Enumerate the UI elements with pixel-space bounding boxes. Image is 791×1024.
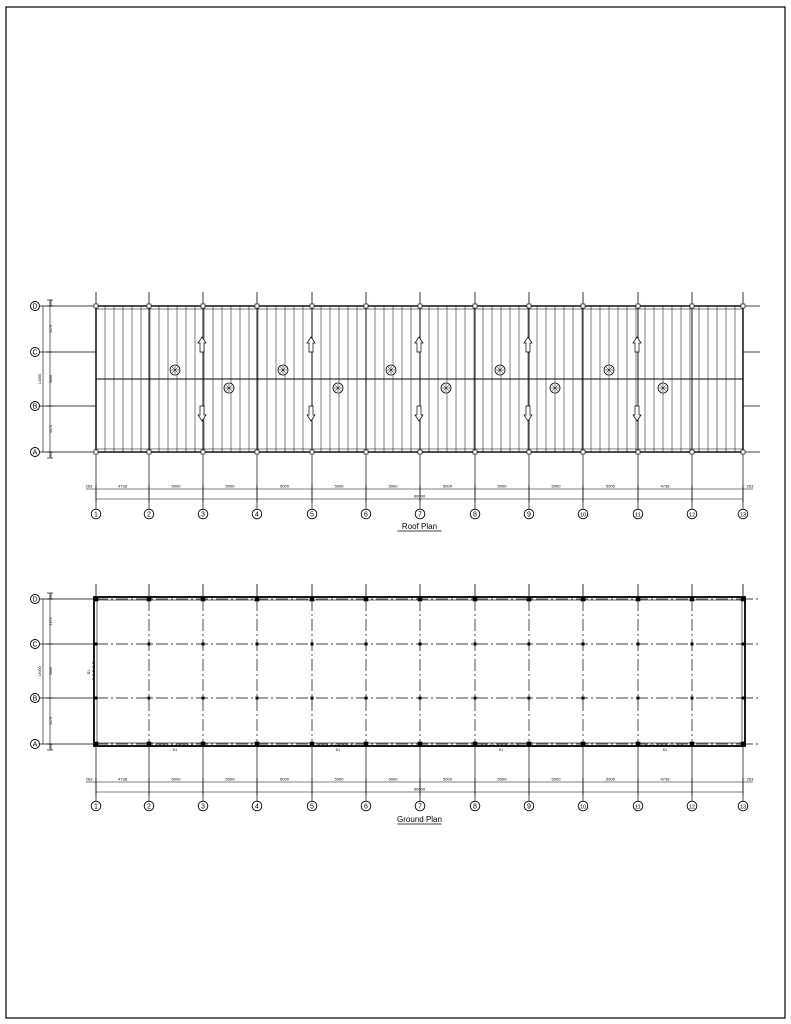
column-marker [581, 597, 585, 601]
column-marker [94, 742, 98, 746]
drainage-arrow-up-icon [415, 337, 423, 352]
column-marker [147, 742, 151, 746]
grid-bubble-col-label: 12 [688, 512, 696, 519]
vertical-dim-label: 263 [49, 300, 53, 306]
column-marker [202, 697, 205, 700]
column-marker [147, 304, 151, 308]
column-marker [691, 643, 694, 646]
column-marker [255, 742, 259, 746]
grid-bubble-col-label: 2 [147, 803, 151, 811]
grid-bubble-col-label: 12 [688, 804, 696, 811]
column-marker [310, 450, 314, 454]
grid-bubble-col-label: 3 [201, 803, 205, 811]
column-marker [418, 304, 422, 308]
drainage-arrow-down-icon [524, 406, 532, 421]
drainage-arrow-down-icon [415, 406, 423, 421]
dim-label: 5000 [171, 776, 181, 782]
vertical-dim-label: 263 [49, 452, 53, 458]
column-marker [473, 742, 477, 746]
dim-total-label: 60000 [413, 493, 426, 499]
vertical-dim-label: 5000 [49, 667, 53, 675]
grid-bubble-col-label: 7 [418, 803, 422, 811]
column-marker [741, 742, 745, 746]
drainage-arrow-up-icon [524, 337, 532, 352]
grid-bubble-col-label: 6 [364, 511, 368, 519]
column-marker [637, 697, 640, 700]
dim-label: 5000 [334, 483, 344, 489]
column-marker [256, 643, 259, 646]
column-marker [637, 643, 640, 646]
plan-title: Roof Plan [401, 522, 438, 531]
grid-bubble-col-label: 9 [527, 511, 531, 519]
vertical-dim-label: 4175 [49, 717, 53, 725]
door-mark: D1 [498, 748, 504, 752]
dim-label: 263 [85, 483, 93, 489]
grid-bubble-row-label: A [32, 741, 38, 749]
vertical-dim-total-label: 14000 [38, 666, 42, 677]
grid-bubble-col-label: 9 [527, 803, 531, 811]
dim-label: 263 [85, 776, 93, 782]
column-marker [255, 450, 259, 454]
column-marker [95, 643, 98, 646]
grid-bubble-col-label: 5 [310, 511, 314, 519]
column-marker [94, 450, 98, 454]
door-mark: D1 [662, 748, 668, 752]
grid-bubble-col-label: 1 [94, 803, 98, 811]
vertical-dim-label: 263 [49, 744, 53, 750]
column-marker [527, 597, 531, 601]
vertical-dim-label: 4175 [49, 617, 53, 626]
vertical-dim-label: 5000 [49, 375, 53, 383]
column-marker [310, 597, 314, 601]
column-marker [636, 450, 640, 454]
column-marker [419, 643, 422, 646]
door-mark: D1 [87, 669, 91, 675]
vertical-dim-label: 4175 [49, 425, 53, 433]
column-marker [94, 304, 98, 308]
grid-bubble-row-label: B [32, 403, 38, 411]
column-marker [148, 643, 151, 646]
column-marker [365, 697, 368, 700]
column-marker [474, 643, 477, 646]
dim-label: 5000 [280, 776, 289, 782]
grid-bubble-col-label: 6 [364, 803, 368, 811]
dim-label: 5000 [606, 776, 615, 782]
column-marker [473, 304, 477, 308]
grid-bubble-row-label: D [32, 596, 38, 604]
column-marker [581, 450, 585, 454]
column-marker [741, 597, 745, 601]
drainage-arrow-down-icon [198, 406, 206, 421]
grid-bubble-row-label: C [32, 349, 38, 357]
column-marker [636, 742, 640, 746]
door-mark: D1 [172, 748, 178, 752]
column-marker [310, 742, 314, 746]
drainage-arrow-up-icon [307, 337, 315, 352]
column-marker [364, 742, 368, 746]
dim-label: 263 [746, 776, 754, 782]
column-marker [201, 450, 205, 454]
grid-bubble-row-label: B [32, 695, 38, 703]
column-marker [255, 304, 259, 308]
column-marker [256, 697, 259, 700]
building-outline [94, 597, 745, 746]
column-marker [528, 643, 531, 646]
column-marker [691, 697, 694, 700]
column-marker [201, 597, 205, 601]
roof-plan [31, 292, 761, 531]
column-marker [418, 450, 422, 454]
column-marker [202, 643, 205, 646]
column-marker [418, 597, 422, 601]
drainage-arrow-down-icon [307, 406, 315, 421]
dim-label: 4738 [118, 483, 127, 489]
column-marker [527, 742, 531, 746]
dim-label: 5000 [551, 483, 561, 489]
column-marker [690, 450, 694, 454]
column-marker [581, 742, 585, 746]
column-marker [690, 304, 694, 308]
ground-plan [31, 584, 761, 824]
column-marker [690, 597, 694, 601]
column-marker [742, 697, 745, 700]
wall-inner-line [97, 600, 742, 743]
column-marker [201, 742, 205, 746]
dim-label: 5000 [497, 776, 507, 782]
grid-bubble-col-label: 5 [310, 803, 314, 811]
dim-label: 5000 [551, 776, 561, 782]
column-marker [527, 450, 531, 454]
dim-label: 5000 [388, 483, 398, 489]
vertical-dim-label: 4175 [49, 325, 53, 333]
dim-label: 5000 [334, 776, 344, 782]
grid-bubble-col-label: 8 [473, 803, 477, 811]
column-marker [419, 697, 422, 700]
grid-bubble-col-label: 8 [473, 511, 477, 519]
column-marker [365, 643, 368, 646]
drainage-arrow-up-icon [633, 337, 641, 352]
column-marker [473, 597, 477, 601]
grid-bubble-col-label: 4 [255, 803, 259, 811]
grid-bubble-row-label: A [32, 449, 38, 457]
column-marker [311, 643, 314, 646]
dim-label: 5000 [388, 776, 398, 782]
column-marker [147, 597, 151, 601]
dim-label: 5000 [497, 483, 507, 489]
column-marker [581, 304, 585, 308]
column-marker [310, 304, 314, 308]
grid-bubble-col-label: 11 [635, 804, 641, 811]
column-marker [418, 742, 422, 746]
column-marker [741, 304, 745, 308]
vertical-dim-label: 263 [49, 593, 53, 599]
grid-bubble-row-label: D [32, 303, 38, 311]
dim-label: 4738 [660, 483, 670, 489]
column-marker [582, 697, 585, 700]
column-marker [94, 597, 98, 601]
column-marker [95, 697, 98, 700]
grid-bubble-col-label: 13 [739, 512, 747, 519]
column-marker [311, 697, 314, 700]
column-marker [527, 304, 531, 308]
grid-bubble-col-label: 13 [739, 804, 747, 811]
grid-bubble-col-label: 11 [635, 512, 641, 519]
grid-bubble-col-label: 10 [579, 512, 587, 519]
dim-label: 5000 [280, 483, 289, 489]
column-marker [201, 304, 205, 308]
column-marker [636, 304, 640, 308]
dim-label: 5000 [443, 483, 452, 489]
grid-bubble-col-label: 7 [418, 511, 422, 519]
grid-bubble-col-label: 2 [147, 511, 151, 519]
plan-title: Ground Plan [397, 815, 442, 824]
column-marker [147, 450, 151, 454]
grid-bubble-col-label: 10 [579, 804, 587, 811]
column-marker [148, 697, 151, 700]
dim-label: 5000 [225, 776, 235, 782]
drainage-arrow-down-icon [633, 406, 641, 421]
column-marker [473, 450, 477, 454]
column-marker [255, 597, 259, 601]
door-mark: D1 [335, 748, 341, 752]
column-marker [364, 304, 368, 308]
grid-bubble-row-label: C [32, 641, 38, 649]
column-marker [364, 450, 368, 454]
drainage-arrow-up-icon [198, 337, 206, 352]
dim-label: 5000 [171, 483, 181, 489]
column-marker [741, 450, 745, 454]
dim-total-label: 60000 [413, 786, 426, 792]
dim-label: 5000 [443, 776, 452, 782]
dim-label: 4738 [660, 776, 670, 782]
column-marker [474, 697, 477, 700]
grid-bubble-col-label: 3 [201, 511, 205, 519]
column-marker [582, 643, 585, 646]
grid-bubble-col-label: 1 [94, 511, 98, 519]
column-marker [528, 697, 531, 700]
dim-label: 5000 [225, 483, 235, 489]
column-marker [364, 597, 368, 601]
sheet-border [6, 7, 785, 1018]
column-marker [690, 742, 694, 746]
dim-label: 5000 [606, 483, 615, 489]
column-marker [742, 643, 745, 646]
grid-bubble-col-label: 4 [255, 511, 259, 519]
dim-label: 263 [746, 483, 754, 489]
column-marker [636, 597, 640, 601]
dim-label: 4738 [118, 776, 127, 782]
vertical-dim-total-label: 14000 [38, 373, 42, 385]
